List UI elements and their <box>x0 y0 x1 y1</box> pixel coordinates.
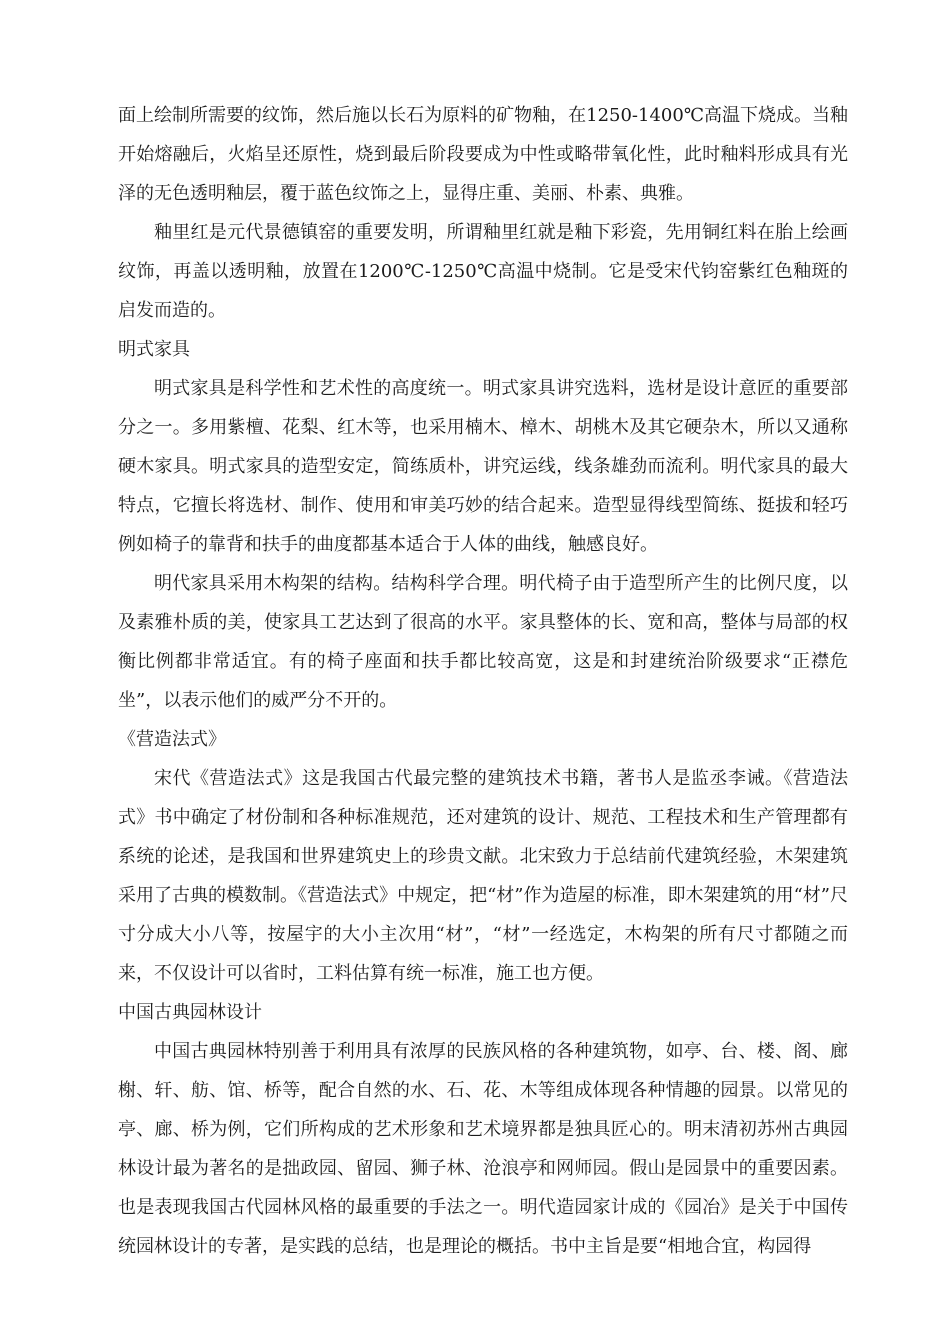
paragraph-ming-furniture-structure: 明代家具采用木构架的结构。结构科学合理。明代椅子由于造型所产生的比例尺度，以及素雅朴质的美，使家具工艺达到了很高的水平。家具整体的长、宽和高，整体与局部的权衡比例都非常适宜。有的椅子座面和扶手都比较高宽，这是和封建统治阶级要求“正襟危坐”，以表示他们的威严分不开的。 <box>118 573 848 711</box>
document-body <box>118 96 848 1266</box>
paragraph-ming-furniture-materials: 明式家具是科学性和艺术性的高度统一。明式家具讲究选料，选材是设计意匠的重要部分之一。多用紫檀、花梨、红木等，也采用楠木、樟木、胡桃木及其它硬杂木，所以又通称硬木家具。明式家具的造型安定，简练质朴，讲究运线，线条雄劲而流利。明代家具的最大特点，它擅长将选材、制作、使用和审美巧妙的结合起来。造型显得线型简练、挺拔和轻巧例如椅子的靠背和扶手的曲度都基本适合于人体的曲线，触感良好。 <box>118 378 848 555</box>
paragraph-classical-gardens: 中国古典园林特别善于利用具有浓厚的民族风格的各种建筑物，如亭、台、楼、阁、廊榭、轩、舫、馆、桥等，配合自然的水、石、花、木等组成体现各种情趣的园景。以常见的亭、廊、桥为例，它们所构成的艺术形象和艺术境界都是独具匠心的。明末清初苏州古典园林设计最为著名的是拙政园、留园、狮子林、沧浪亭和网师园。假山是园景中的重要因素。也是表现我国古代园林风格的最重要的手法之一。明代造园家计成的《园冶》是关于中国传统园林设计的专著，是实践的总结，也是理论的概括。书中主旨是要“相地合宜，构园得 <box>118 1041 848 1257</box>
paragraph-yingzao-fashi: 宋代《营造法式》这是我国古代最完整的建筑技术书籍，著书人是监丞李诫。《营造法式》书中确定了材份制和各种标准规范，还对建筑的设计、规范、工程技术和生产管理都有系统的论述，是我国和世界建筑史上的珍贵文献。北宋致力于总结前代建筑经验，木架建筑采用了古典的模数制。《营造法式》中规定，把“材”作为造屋的标准，即木架建筑的用“材”尺寸分成大小八等，按屋宇的大小主次用“材”，“材”一经选定，木构架的所有尺寸都随之而来，不仅设计可以省时，工料估算有统一标准，施工也方便。 <box>118 768 848 984</box>
section-heading-ming-furniture: 明式家具 <box>118 339 190 360</box>
paragraph-underglaze-red: 釉里红是元代景德镇窑的重要发明，所谓釉里红就是釉下彩瓷，先用铜红料在胎上绘画纹饰，再盖以透明釉，放置在1200℃-1250℃高温中烧制。它是受宋代钧窑紫红色釉斑的启发而造的。 <box>118 222 848 321</box>
paragraph-glaze-firing: 面上绘制所需要的纹饰，然后施以长石为原料的矿物釉，在1250-1400℃高温下烧成。当釉开始熔融后，火焰呈还原性，烧到最后阶段要成为中性或略带氧化性，此时釉料形成具有光泽的无色透明釉层，覆于蓝色纹饰之上，显得庄重、美丽、朴素、典雅。 <box>118 105 848 204</box>
section-heading-classical-gardens: 中国古典园林设计 <box>118 1002 262 1023</box>
section-heading-yingzao-fashi: 《营造法式》 <box>118 729 226 750</box>
